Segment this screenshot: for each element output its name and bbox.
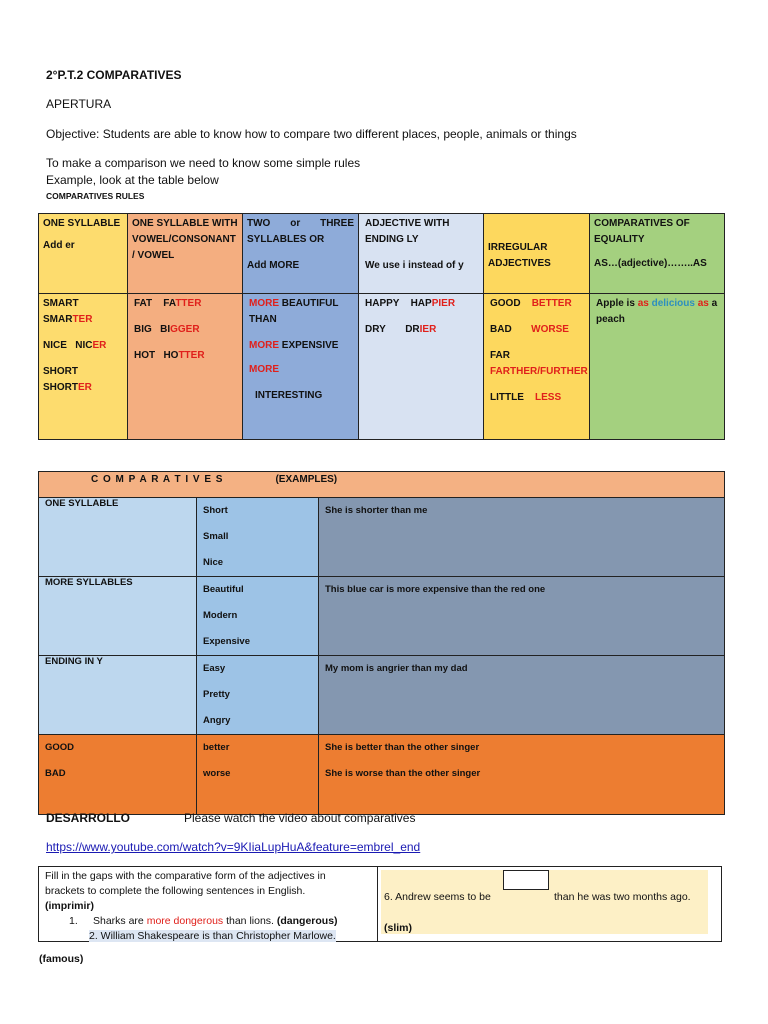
- intro-line-2: Example, look at the table below: [46, 173, 219, 187]
- rules-header-title: ONE SYLLABLE: [43, 218, 121, 229]
- rules-header-equality: [590, 214, 725, 294]
- rules-header-title: COMPARATIVES OF EQUALITY: [594, 218, 690, 245]
- exercise-sentence-1: 1. Sharks are more dongerous than lions. (dangerous): [69, 915, 338, 927]
- comparatives-rules-table: [38, 213, 725, 440]
- example-word: Beautiful: [203, 584, 244, 595]
- example-sentence: She is better than the other singer: [325, 742, 480, 753]
- than-word: THAN: [249, 314, 277, 325]
- rules-body-irregular: [484, 294, 590, 440]
- comparatives-examples-table: [38, 471, 725, 815]
- example-word: Angry: [203, 715, 231, 726]
- rules-body-two-three: [243, 294, 359, 440]
- example-word: worse: [203, 768, 231, 779]
- page-title: 2°P.T.2 COMPARATIVES: [46, 68, 182, 82]
- exercise-instruction: Fill in the gaps with the comparative form of the adjectives in: [45, 870, 326, 882]
- exercise-box: [38, 866, 722, 965]
- objective-line: [46, 127, 577, 141]
- exercise-sentence-2: 2. William Shakespeare is than Christopher Marlowe.: [89, 930, 336, 942]
- rules-header-rule: We use i instead of y: [365, 260, 464, 271]
- rules-header-irregular: [484, 214, 590, 294]
- example-word: Easy: [203, 663, 226, 674]
- objective-text: Students are able to know how to compare two different places, people, animals or things: [99, 127, 577, 141]
- comparative: SHORTER: [43, 382, 92, 393]
- example-word: Modern: [203, 610, 238, 621]
- comparative: MORE BEAUTIFUL: [249, 298, 339, 309]
- adjective: SMART: [43, 298, 79, 309]
- comparative: MORE: [249, 364, 279, 375]
- examples-sentence-cell: [319, 577, 725, 656]
- example-word: Small: [203, 531, 229, 542]
- examples-sentence-cell: [319, 498, 725, 577]
- examples-sentence-cell: [319, 735, 725, 815]
- answer-input[interactable]: [503, 870, 549, 890]
- example-word: better: [203, 742, 230, 753]
- exercise-sentence-6-adj: (slim): [384, 922, 413, 934]
- exercise-sentence-6: 6. Andrew seems to be: [384, 891, 491, 903]
- exercise-sentence-6-cont: than he was two months ago.: [554, 891, 691, 903]
- adjective-pair: HOT HOTTER: [134, 350, 205, 361]
- apertura-label: APERTURA: [46, 97, 112, 111]
- exercise-imprimir: (imprimir): [45, 900, 95, 912]
- rules-header-title: ONE SYLLABLE WITH VOWEL/CONSONANT / VOWEL: [132, 218, 238, 261]
- examples-words: [197, 656, 319, 735]
- equality-example: Apple is as delicious as a: [596, 298, 718, 309]
- examples-words: [197, 498, 319, 577]
- adjective: INTERESTING: [255, 390, 323, 401]
- rules-body-ly: [359, 294, 484, 440]
- objective-label: Objective:: [46, 127, 100, 141]
- rules-body-equality: [590, 294, 725, 440]
- examples-header: [39, 472, 725, 498]
- examples-label: MORE SYLLABLES: [39, 577, 197, 656]
- example-sentence: She is shorter than me: [325, 505, 428, 516]
- example-sentence: She is worse than the other singer: [325, 768, 481, 779]
- example-sentence: This blue car is more expensive than the red one: [325, 584, 546, 595]
- examples-label: ENDING IN Y: [39, 656, 197, 735]
- exercise-instruction: brackets to complete the following sentences in English.: [45, 885, 306, 897]
- adjective-pair: HAPPY HAPPIER: [365, 298, 456, 309]
- examples-label: ONE SYLLABLE: [39, 498, 197, 577]
- adjective-pair: NICE NICER: [43, 340, 107, 351]
- adjective: SHORT: [43, 366, 78, 377]
- examples-subtitle: (EXAMPLES): [275, 474, 338, 485]
- intro-line-1: To make a comparison we need to know some simple rules: [46, 156, 361, 170]
- examples-words: [197, 735, 319, 815]
- rules-body-one-syllable: [39, 294, 128, 440]
- examples-label: GOOD: [45, 742, 75, 753]
- exercise-sentence-2-adj: (famous): [39, 953, 84, 965]
- example-word: Pretty: [203, 689, 230, 700]
- example-word: Nice: [203, 557, 224, 568]
- adjective-pair: GOOD BETTER: [490, 298, 572, 309]
- adjective-pair: BAD WORSE: [490, 324, 569, 335]
- desarrollo-label: DESARROLLO: [46, 811, 130, 825]
- rules-header-one-syllable: [39, 214, 128, 294]
- rules-header-title: IRREGULAR ADJECTIVES: [488, 242, 551, 269]
- examples-words: [197, 577, 319, 656]
- adjective-pair: BIG BIGGER: [134, 324, 200, 335]
- comparative: FARTHER/FURTHER: [490, 366, 588, 377]
- example-word: Expensive: [203, 636, 250, 647]
- rules-header-title: SYLLABLES OR: [247, 234, 325, 245]
- example-sentence: My mom is angrier than my dad: [325, 663, 468, 674]
- rules-header-title: ADJECTIVE WITH ENDING LY: [365, 218, 450, 245]
- rules-body-vowel-consonant: [128, 294, 243, 440]
- rules-header-rule: Add er: [43, 240, 75, 251]
- adjective: FAR: [490, 350, 510, 361]
- equality-example-cont: peach: [596, 314, 625, 325]
- exercise-right: [378, 867, 721, 941]
- adjective-pair: LITTLE LESS: [490, 392, 562, 403]
- video-link[interactable]: https://www.youtube.com/watch?v=9KIiaLupHuA&feature=embrel_end: [46, 840, 421, 854]
- rules-caption: COMPARATIVES RULES: [46, 191, 145, 201]
- rules-header-title: TWO or THREE: [247, 218, 354, 229]
- rules-header-two-three: [243, 214, 359, 294]
- example-word: Short: [203, 505, 228, 516]
- exercise-left: [39, 867, 378, 941]
- desarrollo-instruction: Please watch the video about comparatives: [184, 811, 416, 825]
- rules-header-vowel-consonant: [128, 214, 243, 294]
- examples-label: BAD: [45, 768, 66, 779]
- examples-label-irregular: [39, 735, 197, 815]
- examples-title: C O M P A R A T I V E S: [91, 474, 224, 485]
- examples-sentence-cell: [319, 656, 725, 735]
- adjective-pair: FAT FATTER: [134, 298, 202, 309]
- comparative: SMARTER: [43, 314, 93, 325]
- rules-header-ly: [359, 214, 484, 294]
- adjective-pair: DRY DRIER: [365, 324, 437, 335]
- rules-header-rule: Add MORE: [247, 260, 300, 271]
- rules-header-rule: AS…(adjective)……..AS: [594, 258, 707, 269]
- comparative: MORE EXPENSIVE: [249, 340, 339, 351]
